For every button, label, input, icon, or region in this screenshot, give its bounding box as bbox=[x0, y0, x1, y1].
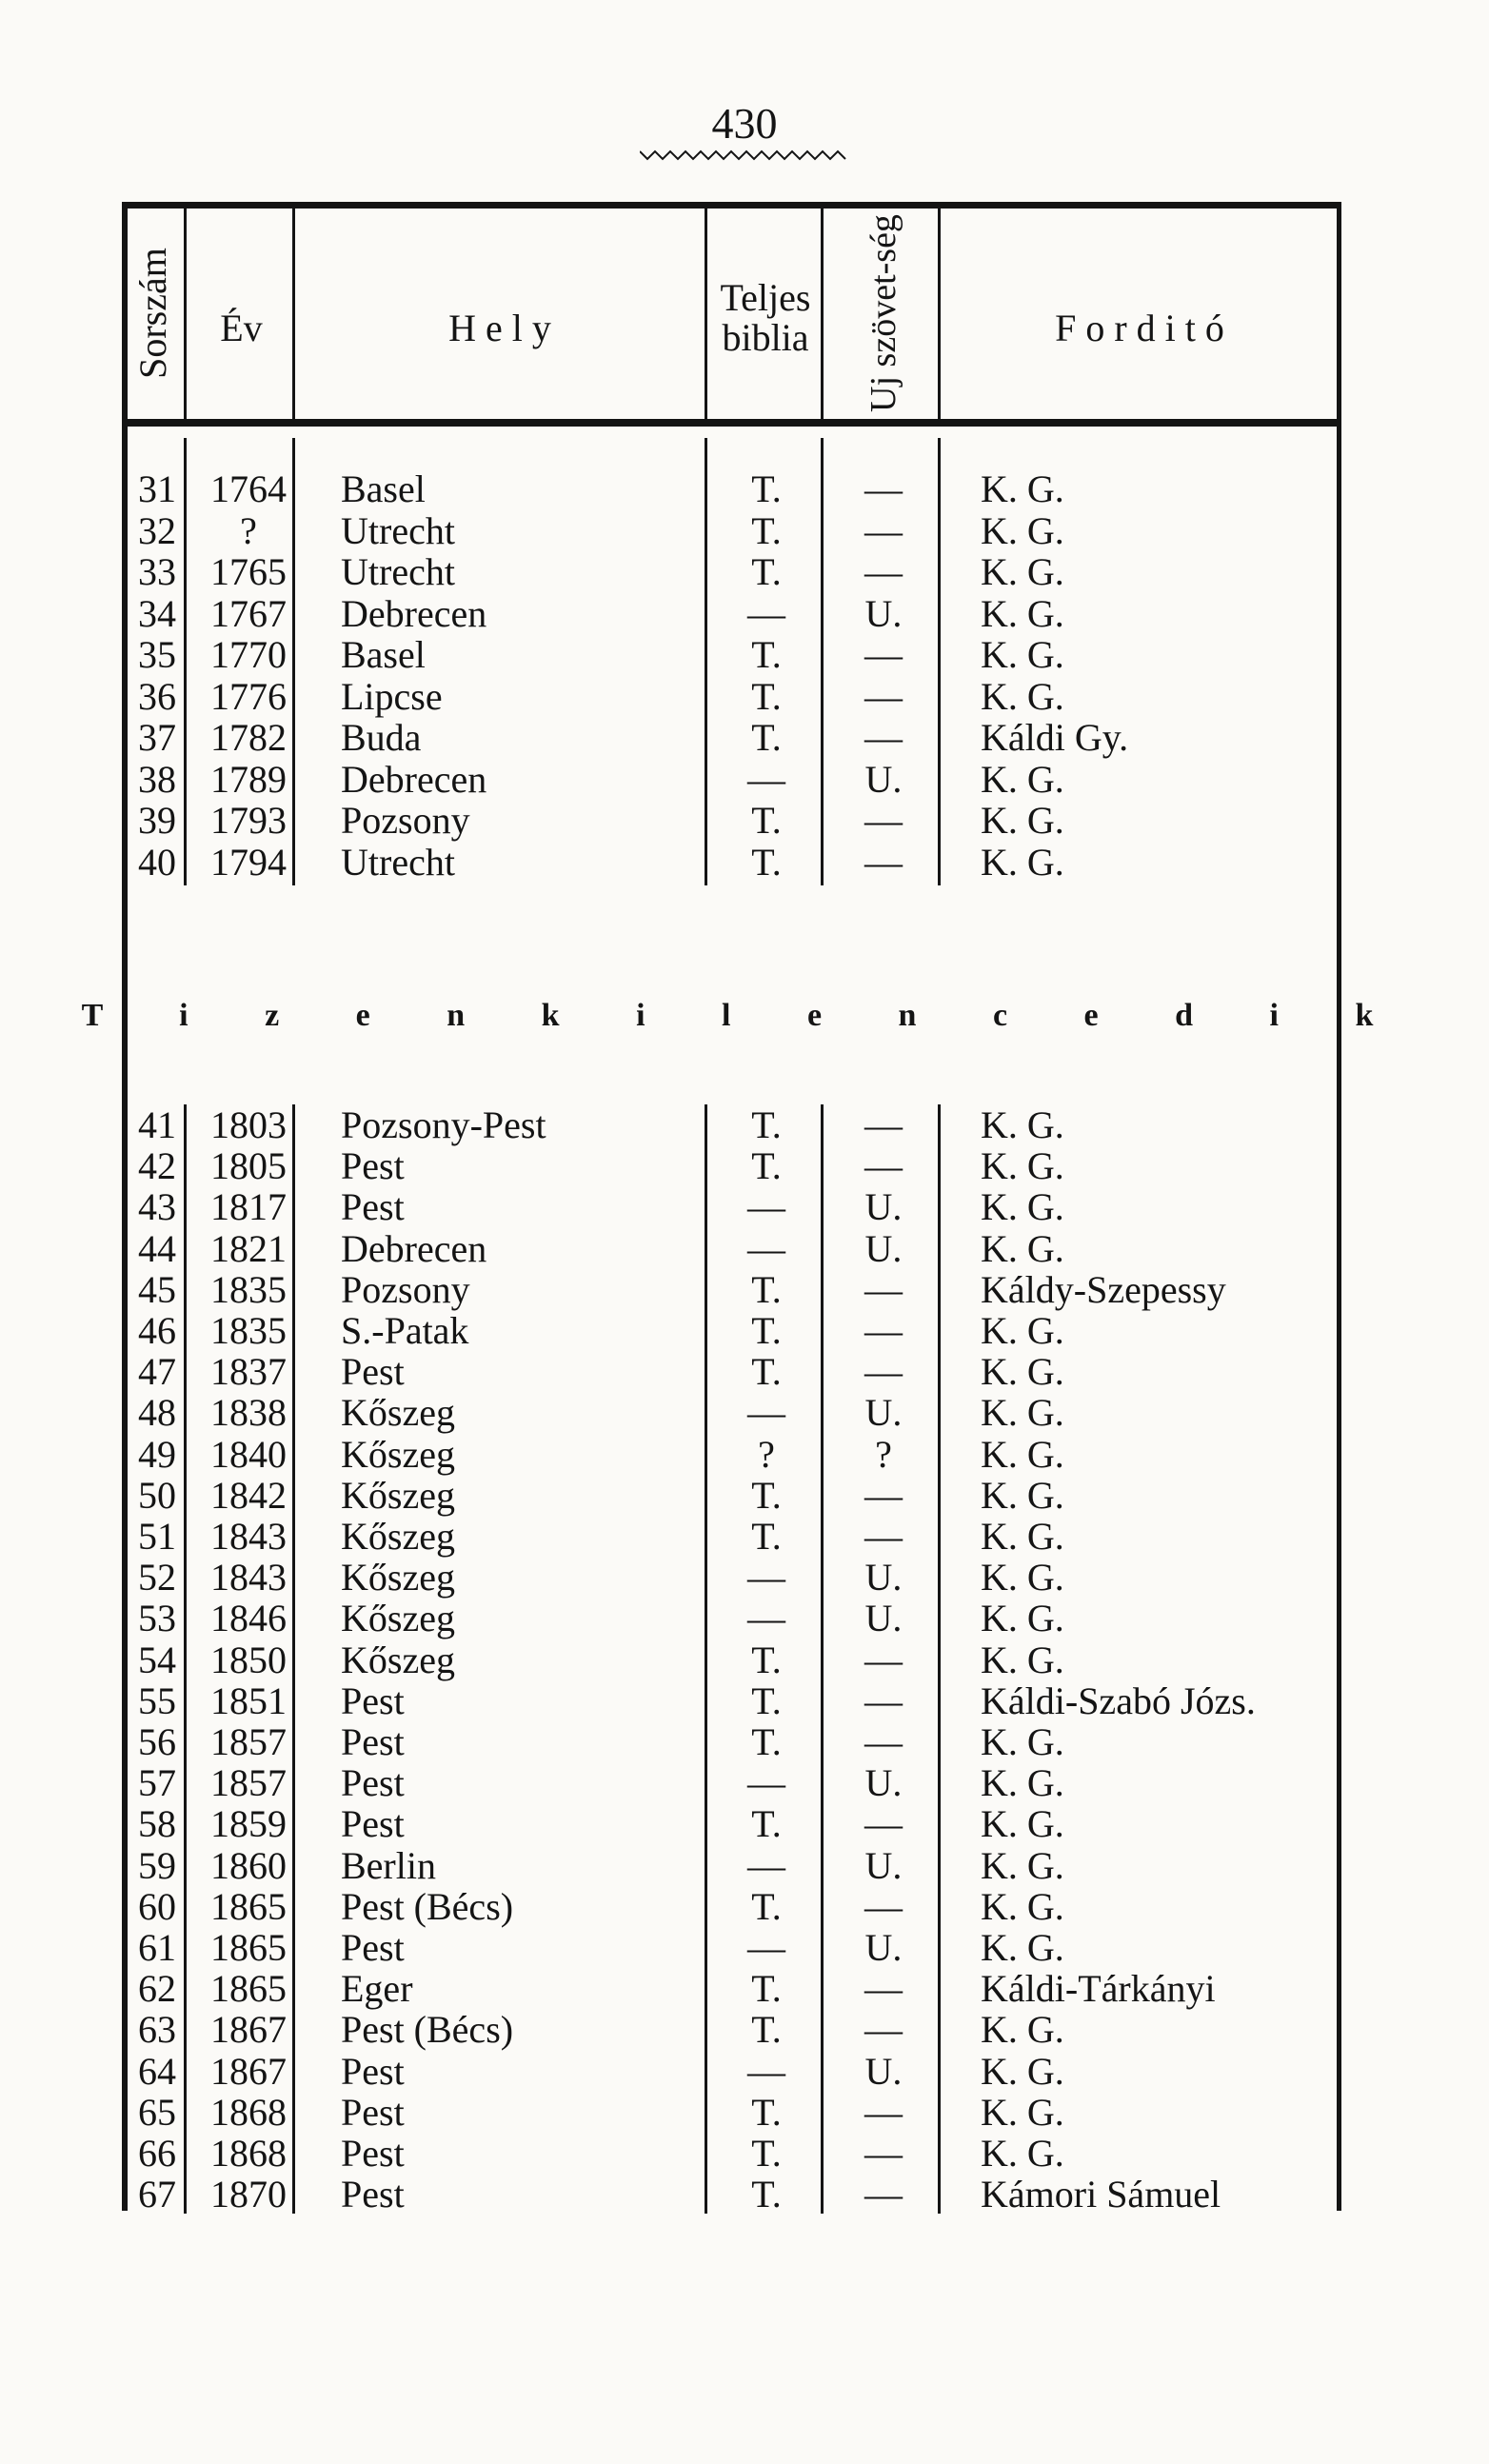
new-testament-cell: — bbox=[864, 550, 903, 593]
table-row bbox=[0, 2133, 1489, 2175]
translator-cell: K. G. bbox=[981, 633, 1064, 676]
new-testament-cell: — bbox=[864, 1884, 903, 1928]
new-testament-cell: — bbox=[864, 1720, 903, 1763]
serial-number-cell: 65 bbox=[138, 2090, 176, 2134]
full-bible-cell: — bbox=[747, 1843, 785, 1887]
place-cell: Kőszeg bbox=[341, 1556, 455, 1600]
serial-number-cell: 54 bbox=[138, 1638, 176, 1681]
place-cell: Utrecht bbox=[341, 840, 455, 884]
year-cell: 1868 bbox=[210, 2132, 287, 2175]
serial-number-cell: 42 bbox=[138, 1144, 176, 1188]
year-cell: 1803 bbox=[210, 1103, 287, 1146]
serial-number-cell: 43 bbox=[138, 1185, 176, 1229]
translator-cell: K. G. bbox=[981, 1185, 1064, 1229]
year-cell: 1837 bbox=[210, 1350, 287, 1394]
full-bible-cell: — bbox=[747, 1185, 785, 1229]
place-cell: Pest bbox=[341, 1761, 405, 1805]
serial-number-cell: 36 bbox=[138, 674, 176, 718]
full-bible-cell: — bbox=[747, 1556, 785, 1600]
full-bible-cell: T. bbox=[751, 1267, 782, 1311]
place-cell: Pest bbox=[341, 1185, 405, 1229]
serial-number-cell: 37 bbox=[138, 716, 176, 759]
table-row bbox=[0, 1680, 1489, 1722]
serial-number-cell: 60 bbox=[138, 1884, 176, 1928]
page-number: 430 bbox=[711, 99, 778, 148]
table-row bbox=[0, 2051, 1489, 2093]
new-testament-cell: — bbox=[864, 1473, 903, 1517]
full-bible-cell: T. bbox=[751, 2173, 782, 2216]
translator-cell: Kámori Sámuel bbox=[981, 2173, 1221, 2216]
translator-cell: K. G. bbox=[981, 550, 1064, 593]
translator-cell: Káldi Gy. bbox=[981, 716, 1129, 759]
serial-number-cell: 57 bbox=[138, 1761, 176, 1805]
header-translator: F o r d i t ó bbox=[1055, 307, 1224, 349]
year-cell: 1867 bbox=[210, 2049, 287, 2093]
place-cell: Buda bbox=[341, 716, 422, 759]
year-cell: 1782 bbox=[210, 716, 287, 759]
translator-cell: K. G. bbox=[981, 1432, 1064, 1476]
year-cell: 1805 bbox=[210, 1144, 287, 1188]
year-cell: 1821 bbox=[210, 1226, 287, 1270]
table-row bbox=[0, 1927, 1489, 1969]
place-cell: Pest bbox=[341, 2173, 405, 2216]
place-cell: Pozsony bbox=[341, 1267, 470, 1311]
place-cell: Debrecen bbox=[341, 591, 487, 635]
table-row bbox=[0, 1598, 1489, 1639]
year-cell: 1865 bbox=[210, 1884, 287, 1928]
year-cell: ? bbox=[240, 508, 257, 552]
place-cell: Debrecen bbox=[341, 1226, 487, 1270]
serial-number-cell: 59 bbox=[138, 1843, 176, 1887]
serial-number-cell: 44 bbox=[138, 1226, 176, 1270]
table-row bbox=[0, 1104, 1489, 1146]
new-testament-cell: — bbox=[864, 1967, 903, 2011]
year-cell: 1789 bbox=[210, 757, 287, 801]
full-bible-cell: T. bbox=[751, 716, 782, 759]
translator-cell: K. G. bbox=[981, 1473, 1064, 1517]
year-cell: 1868 bbox=[210, 2090, 287, 2134]
new-testament-cell: U. bbox=[864, 1226, 903, 1270]
table-row bbox=[0, 1762, 1489, 1804]
place-cell: Pest (Bécs) bbox=[341, 2008, 514, 2052]
year-cell: 1857 bbox=[210, 1761, 287, 1805]
new-testament-cell: — bbox=[864, 508, 903, 552]
year-cell: 1840 bbox=[210, 1432, 287, 1476]
header-place: H e l y bbox=[448, 307, 551, 349]
translator-cell: K. G. bbox=[981, 1103, 1064, 1146]
new-testament-cell: — bbox=[864, 799, 903, 842]
translator-cell: K. G. bbox=[981, 1597, 1064, 1640]
col-sep-place bbox=[705, 209, 707, 420]
translator-cell: Káldi-Szabó Józs. bbox=[981, 1679, 1256, 1722]
translator-cell: K. G. bbox=[981, 1144, 1064, 1188]
place-cell: Kőszeg bbox=[341, 1638, 455, 1681]
header-serial: Sorszám bbox=[131, 248, 174, 379]
place-cell: Pest bbox=[341, 2090, 405, 2134]
full-bible-cell: T. bbox=[751, 799, 782, 842]
full-bible-cell: T. bbox=[751, 1473, 782, 1517]
place-cell: Kőszeg bbox=[341, 1473, 455, 1517]
serial-number-cell: 58 bbox=[138, 1802, 176, 1846]
year-cell: 1860 bbox=[210, 1843, 287, 1887]
new-testament-cell: — bbox=[864, 1267, 903, 1311]
translator-cell: K. G. bbox=[981, 591, 1064, 635]
year-cell: 1764 bbox=[210, 467, 287, 510]
translator-cell: K. G. bbox=[981, 1350, 1064, 1394]
place-cell: Basel bbox=[341, 633, 426, 676]
place-cell: Pest bbox=[341, 1926, 405, 1969]
serial-number-cell: 66 bbox=[138, 2132, 176, 2175]
year-cell: 1865 bbox=[210, 1926, 287, 1969]
year-cell: 1870 bbox=[210, 2173, 287, 2216]
new-testament-cell: — bbox=[864, 2132, 903, 2175]
table-row bbox=[0, 676, 1489, 718]
year-cell: 1770 bbox=[210, 633, 287, 676]
full-bible-cell: T. bbox=[751, 1309, 782, 1352]
place-cell: Pozsony bbox=[341, 799, 470, 842]
new-testament-cell: — bbox=[864, 2008, 903, 2052]
full-bible-cell: T. bbox=[751, 1350, 782, 1394]
table-row bbox=[0, 717, 1489, 759]
table-row bbox=[0, 1475, 1489, 1517]
header-new-testament: Uj szövet-ség bbox=[864, 214, 903, 412]
full-bible-cell: — bbox=[747, 1391, 785, 1435]
new-testament-cell: — bbox=[864, 716, 903, 759]
table-row bbox=[0, 842, 1489, 884]
place-cell: Debrecen bbox=[341, 757, 487, 801]
header-year: Év bbox=[220, 307, 263, 349]
new-testament-cell: U. bbox=[864, 1185, 903, 1229]
serial-number-cell: 53 bbox=[138, 1597, 176, 1640]
full-bible-cell: T. bbox=[751, 1515, 782, 1558]
full-bible-cell: T. bbox=[751, 1884, 782, 1928]
table-row bbox=[0, 1434, 1489, 1476]
year-cell: 1843 bbox=[210, 1556, 287, 1600]
full-bible-cell: T. bbox=[751, 2132, 782, 2175]
full-bible-cell: T. bbox=[751, 840, 782, 884]
translator-cell: K. G. bbox=[981, 674, 1064, 718]
serial-number-cell: 35 bbox=[138, 633, 176, 676]
translator-cell: K. G. bbox=[981, 757, 1064, 801]
table-row bbox=[0, 1310, 1489, 1352]
year-cell: 1865 bbox=[210, 1967, 287, 2011]
translator-cell: K. G. bbox=[981, 1309, 1064, 1352]
serial-number-cell: 63 bbox=[138, 2008, 176, 2052]
serial-number-cell: 32 bbox=[138, 508, 176, 552]
serial-number-cell: 49 bbox=[138, 1432, 176, 1476]
year-cell: 1842 bbox=[210, 1473, 287, 1517]
place-cell: Berlin bbox=[341, 1843, 436, 1887]
new-testament-cell: — bbox=[864, 1802, 903, 1846]
year-cell: 1857 bbox=[210, 1720, 287, 1763]
full-bible-cell: T. bbox=[751, 1679, 782, 1722]
translator-cell: K. G. bbox=[981, 1843, 1064, 1887]
full-bible-cell: T. bbox=[751, 1967, 782, 2011]
serial-number-cell: 45 bbox=[138, 1267, 176, 1311]
table-row bbox=[0, 1516, 1489, 1558]
translator-cell: K. G. bbox=[981, 840, 1064, 884]
table-row bbox=[0, 1557, 1489, 1599]
serial-number-cell: 64 bbox=[138, 2049, 176, 2093]
place-cell: Utrecht bbox=[341, 550, 455, 593]
table-row bbox=[0, 1351, 1489, 1393]
serial-number-cell: 38 bbox=[138, 757, 176, 801]
new-testament-cell: ? bbox=[875, 1432, 892, 1476]
full-bible-cell: T. bbox=[751, 2090, 782, 2134]
full-bible-cell: T. bbox=[751, 508, 782, 552]
full-bible-cell: ? bbox=[758, 1432, 775, 1476]
serial-number-cell: 67 bbox=[138, 2173, 176, 2216]
place-cell: Basel bbox=[341, 467, 426, 510]
translator-cell: Káldi-Tárkányi bbox=[981, 1967, 1216, 2011]
translator-cell: K. G. bbox=[981, 1761, 1064, 1805]
table-row bbox=[0, 2009, 1489, 2051]
table-row bbox=[0, 634, 1489, 676]
full-bible-cell: T. bbox=[751, 1720, 782, 1763]
full-bible-cell: T. bbox=[751, 2008, 782, 2052]
table-row bbox=[0, 1721, 1489, 1763]
serial-number-cell: 46 bbox=[138, 1309, 176, 1352]
place-cell: Kőszeg bbox=[341, 1432, 455, 1476]
table-row bbox=[0, 1392, 1489, 1434]
new-testament-cell: — bbox=[864, 1515, 903, 1558]
place-cell: Eger bbox=[341, 1967, 413, 2011]
table-row bbox=[0, 800, 1489, 842]
table-row bbox=[0, 1228, 1489, 1270]
translator-cell: K. G. bbox=[981, 799, 1064, 842]
place-cell: Pest bbox=[341, 1679, 405, 1722]
full-bible-cell: — bbox=[747, 1597, 785, 1640]
year-cell: 1793 bbox=[210, 799, 287, 842]
table-row bbox=[0, 593, 1489, 635]
year-cell: 1765 bbox=[210, 550, 287, 593]
serial-number-cell: 31 bbox=[138, 467, 176, 510]
full-bible-cell: — bbox=[747, 757, 785, 801]
year-cell: 1859 bbox=[210, 1802, 287, 1846]
serial-number-cell: 33 bbox=[138, 550, 176, 593]
serial-number-cell: 51 bbox=[138, 1515, 176, 1558]
col-sep-serial bbox=[184, 209, 187, 420]
table-row bbox=[0, 2092, 1489, 2134]
new-testament-cell: — bbox=[864, 1679, 903, 1722]
place-cell: Pest bbox=[341, 1802, 405, 1846]
year-cell: 1835 bbox=[210, 1267, 287, 1311]
place-cell: Kőszeg bbox=[341, 1515, 455, 1558]
place-cell: Pest bbox=[341, 2132, 405, 2175]
wavy-ornament bbox=[640, 148, 849, 163]
table-row bbox=[0, 551, 1489, 593]
serial-number-cell: 40 bbox=[138, 840, 176, 884]
translator-cell: K. G. bbox=[981, 1556, 1064, 1600]
place-cell: Pest bbox=[341, 1720, 405, 1763]
full-bible-cell: T. bbox=[751, 1103, 782, 1146]
full-bible-cell: — bbox=[747, 1761, 785, 1805]
new-testament-cell: — bbox=[864, 840, 903, 884]
table-row bbox=[0, 1845, 1489, 1887]
translator-cell: K. G. bbox=[981, 1926, 1064, 1969]
serial-number-cell: 39 bbox=[138, 799, 176, 842]
table-row bbox=[0, 2174, 1489, 2216]
translator-cell: K. G. bbox=[981, 508, 1064, 552]
place-cell: Pest bbox=[341, 1144, 405, 1188]
new-testament-cell: — bbox=[864, 674, 903, 718]
new-testament-cell: U. bbox=[864, 1556, 903, 1600]
full-bible-cell: — bbox=[747, 1926, 785, 1969]
new-testament-cell: — bbox=[864, 1309, 903, 1352]
full-bible-cell: T. bbox=[751, 467, 782, 510]
year-cell: 1835 bbox=[210, 1309, 287, 1352]
serial-number-cell: 50 bbox=[138, 1473, 176, 1517]
full-bible-cell: T. bbox=[751, 633, 782, 676]
header-full-bible: Teljes biblia bbox=[720, 276, 811, 359]
year-cell: 1843 bbox=[210, 1515, 287, 1558]
year-cell: 1850 bbox=[210, 1638, 287, 1681]
year-cell: 1776 bbox=[210, 674, 287, 718]
new-testament-cell: U. bbox=[864, 757, 903, 801]
new-testament-cell: U. bbox=[864, 1391, 903, 1435]
new-testament-cell: — bbox=[864, 2090, 903, 2134]
serial-number-cell: 62 bbox=[138, 1967, 176, 2011]
table-row bbox=[0, 1639, 1489, 1681]
serial-number-cell: 55 bbox=[138, 1679, 176, 1722]
serial-number-cell: 61 bbox=[138, 1926, 176, 1969]
place-cell: Kőszeg bbox=[341, 1391, 455, 1435]
new-testament-cell: — bbox=[864, 1144, 903, 1188]
year-cell: 1767 bbox=[210, 591, 287, 635]
year-cell: 1817 bbox=[210, 1185, 287, 1229]
full-bible-cell: — bbox=[747, 2049, 785, 2093]
table-row bbox=[0, 510, 1489, 552]
translator-cell: K. G. bbox=[981, 1638, 1064, 1681]
table-row bbox=[0, 759, 1489, 801]
new-testament-cell: — bbox=[864, 633, 903, 676]
full-bible-cell: T. bbox=[751, 550, 782, 593]
table-row bbox=[0, 1803, 1489, 1845]
full-bible-cell: — bbox=[747, 591, 785, 635]
new-testament-cell: — bbox=[864, 467, 903, 510]
full-bible-cell: — bbox=[747, 1226, 785, 1270]
table-row bbox=[0, 468, 1489, 510]
new-testament-cell: U. bbox=[864, 1761, 903, 1805]
place-cell: Utrecht bbox=[341, 508, 455, 552]
translator-cell: K. G. bbox=[981, 1391, 1064, 1435]
table-top-rule bbox=[122, 202, 1340, 209]
serial-number-cell: 48 bbox=[138, 1391, 176, 1435]
translator-cell: K. G. bbox=[981, 1802, 1064, 1846]
table-row bbox=[0, 1145, 1489, 1187]
full-bible-cell: T. bbox=[751, 674, 782, 718]
full-bible-cell: T. bbox=[751, 1802, 782, 1846]
new-testament-cell: — bbox=[864, 2173, 903, 2216]
translator-cell: K. G. bbox=[981, 2008, 1064, 2052]
full-bible-cell: T. bbox=[751, 1638, 782, 1681]
translator-cell: K. G. bbox=[981, 1720, 1064, 1763]
new-testament-cell: — bbox=[864, 1103, 903, 1146]
translator-cell: K. G. bbox=[981, 1226, 1064, 1270]
new-testament-cell: U. bbox=[864, 1843, 903, 1887]
year-cell: 1867 bbox=[210, 2008, 287, 2052]
place-cell: Pozsony-Pest bbox=[341, 1103, 546, 1146]
table-row bbox=[0, 1269, 1489, 1311]
serial-number-cell: 56 bbox=[138, 1720, 176, 1763]
translator-cell: K. G. bbox=[981, 1884, 1064, 1928]
new-testament-cell: — bbox=[864, 1638, 903, 1681]
place-cell: Pest (Bécs) bbox=[341, 1884, 514, 1928]
translator-cell: K. G. bbox=[981, 467, 1064, 510]
header-bottom-rule bbox=[122, 419, 1340, 427]
translator-cell: K. G. bbox=[981, 2090, 1064, 2134]
new-testament-cell: U. bbox=[864, 1597, 903, 1640]
year-cell: 1851 bbox=[210, 1679, 287, 1722]
serial-number-cell: 47 bbox=[138, 1350, 176, 1394]
translator-cell: K. G. bbox=[981, 2049, 1064, 2093]
translator-cell: Káldy-Szepessy bbox=[981, 1267, 1226, 1311]
place-cell: S.-Patak bbox=[341, 1309, 469, 1352]
place-cell: Pest bbox=[341, 2049, 405, 2093]
place-cell: Lipcse bbox=[341, 674, 443, 718]
full-bible-cell: T. bbox=[751, 1144, 782, 1188]
table-row bbox=[0, 1186, 1489, 1228]
section-heading: T i z e n k i l e n c e d i k bbox=[81, 998, 1408, 1033]
serial-number-cell: 41 bbox=[138, 1103, 176, 1146]
col-sep-nt bbox=[938, 209, 941, 420]
serial-number-cell: 52 bbox=[138, 1556, 176, 1600]
place-cell: Kőszeg bbox=[341, 1597, 455, 1640]
serial-number-cell: 34 bbox=[138, 591, 176, 635]
place-cell: Pest bbox=[341, 1350, 405, 1394]
table-row bbox=[0, 1968, 1489, 2010]
year-cell: 1838 bbox=[210, 1391, 287, 1435]
year-cell: 1846 bbox=[210, 1597, 287, 1640]
new-testament-cell: — bbox=[864, 1350, 903, 1394]
translator-cell: K. G. bbox=[981, 2132, 1064, 2175]
translator-cell: K. G. bbox=[981, 1515, 1064, 1558]
new-testament-cell: U. bbox=[864, 1926, 903, 1969]
table-row bbox=[0, 1886, 1489, 1928]
year-cell: 1794 bbox=[210, 840, 287, 884]
new-testament-cell: U. bbox=[864, 591, 903, 635]
new-testament-cell: U. bbox=[864, 2049, 903, 2093]
